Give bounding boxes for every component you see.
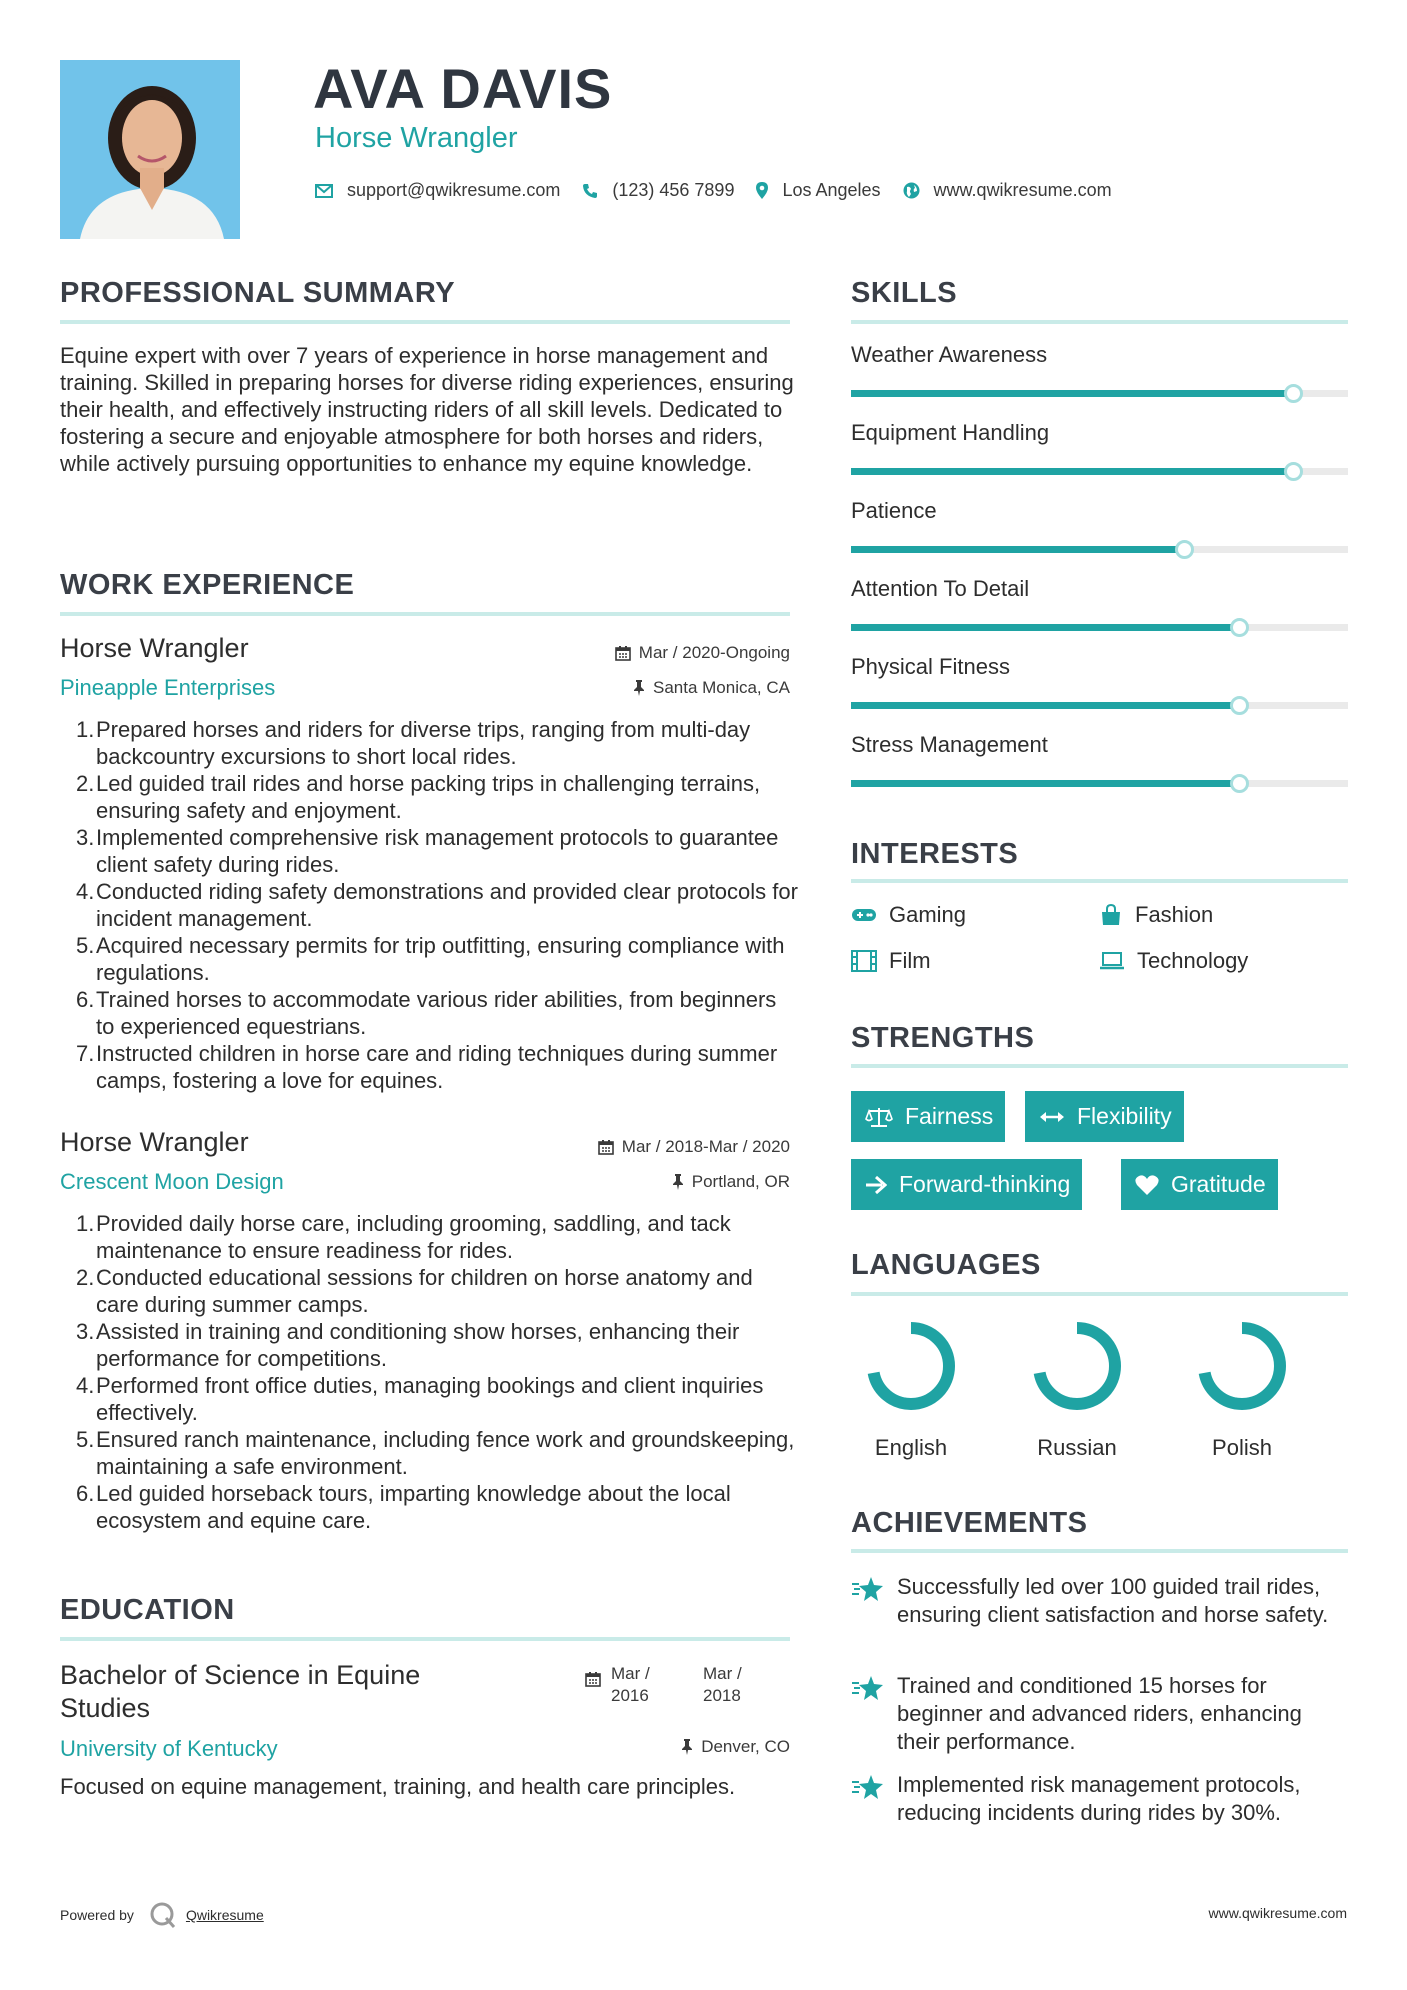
pin-icon: [672, 1174, 684, 1190]
interest-gaming: [851, 902, 966, 928]
job-1-bullet: Acquired necessary permits for trip outfitting, ensuring compliance with regulations.: [96, 933, 785, 985]
skill-item: [851, 342, 1348, 397]
strength-badge: [851, 1091, 1005, 1142]
skill-item: [851, 654, 1348, 709]
education-heading: EDUCATION: [60, 1594, 235, 1626]
calendar-icon: [585, 1671, 601, 1687]
job-2-bullet: Performed front office duties, managing bookings and client inquiries effectively.: [96, 1373, 764, 1425]
education-degree: Bachelor of Science in Equine Studies: [60, 1660, 421, 1723]
interest-film: [851, 948, 931, 974]
map-pin-icon: [756, 182, 768, 199]
strength-badge: [1025, 1091, 1184, 1142]
strength-label: Gratitude: [1171, 1171, 1266, 1197]
arrow-right-icon: [865, 1175, 887, 1195]
candidate-title: Horse Wrangler: [315, 122, 518, 154]
language-item: [1017, 1318, 1137, 1461]
summary-text: Equine expert with over 7 years of experience in horse management and training. Skilled in preparing horses for diverse riding experiences, ensuring their health, and effectively instructing riders of all skill levels. Dedicated to fostering a secure and enjoyable atmosphere for both horses and riders, while actively pursuing opportunities to enhance my equine knowledge.: [60, 343, 794, 476]
job-1-bullet: Prepared horses and riders for diverse trips, ranging from multi-day backcountry excursions to short local rides.: [96, 717, 751, 769]
film-icon: [851, 950, 877, 972]
skill-bar-fill: [851, 468, 1293, 475]
languages-rule: [851, 1292, 1348, 1296]
skill-bar-knob: [1230, 696, 1249, 715]
skill-bar: [851, 390, 1348, 397]
contact-website[interactable]: [903, 180, 1112, 201]
contact-phone[interactable]: [582, 180, 734, 201]
achievements-heading: ACHIEVEMENTS: [851, 1507, 1088, 1539]
laptop-icon: [1099, 952, 1125, 970]
interest-technology: [1099, 948, 1248, 974]
job-2-bullet: Led guided horseback tours, imparting knowledge about the local ecosystem and equine care.: [96, 1481, 731, 1533]
language-ring: [1194, 1318, 1290, 1414]
job-1-bullet: Instructed children in horse care and riding techniques during summer camps, fostering a love for equines.: [96, 1041, 778, 1093]
education-start: Mar / 2016: [611, 1664, 650, 1705]
skill-name: Patience: [851, 498, 937, 523]
education-rule: [60, 1637, 790, 1641]
location-text: Los Angeles: [782, 180, 881, 200]
skill-name: Attention To Detail: [851, 576, 1030, 601]
job-2-bullet: Assisted in training and conditioning show horses, enhancing their performance for competitions.: [96, 1319, 740, 1371]
achievement-text: Trained and conditioned 15 horses for beginner and advanced riders, enhancing their performance.: [897, 1673, 1302, 1754]
skill-bar-knob: [1175, 540, 1194, 559]
achievements-rule: [851, 1549, 1348, 1553]
skill-bar-fill: [851, 780, 1239, 787]
skill-bar-knob: [1284, 462, 1303, 481]
language-ring: [1029, 1318, 1125, 1414]
powered-by-text: Powered by: [60, 1907, 134, 1923]
education-location: [480, 1737, 790, 1757]
education-end: Mar / 2018: [703, 1664, 742, 1705]
skill-bar-knob: [1230, 774, 1249, 793]
achievement-text: Implemented risk management protocols, reducing incidents during rides by 30%.: [897, 1772, 1301, 1825]
job-2-bullets: [78, 1210, 798, 1534]
contact-location: [756, 180, 880, 201]
experience-heading: WORK EXPERIENCE: [60, 569, 355, 601]
job-2-bullet: Ensured ranch maintenance, including fence work and groundskeeping, maintaining a safe environment.: [96, 1427, 795, 1479]
strengths-heading: STRENGTHS: [851, 1022, 1035, 1054]
heart-icon: [1135, 1174, 1159, 1196]
job-1-bullet: Trained horses to accommodate various rider abilities, from beginners to experienced equestrians.: [96, 987, 777, 1039]
globe-icon: [903, 182, 920, 199]
languages-heading: LANGUAGES: [851, 1249, 1041, 1281]
education-dates: [585, 1663, 795, 1707]
skill-name: Stress Management: [851, 732, 1048, 757]
skill-bar-fill: [851, 702, 1239, 709]
job-1-dates-text: Mar / 2020-Ongoing: [638, 643, 790, 662]
skill-bar-knob: [1230, 618, 1249, 637]
job-1-dates: [480, 643, 790, 663]
achievement-text: Successfully led over 100 guided trail rides, ensuring client satisfaction and horse safety.: [897, 1574, 1329, 1627]
interest-label: Technology: [1137, 948, 1249, 973]
candidate-name: AVA DAVIS: [313, 57, 613, 120]
job-1-bullet: Conducted riding safety demonstrations and provided clear protocols for incident management.: [96, 879, 798, 931]
education-description: Focused on equine management, training, and health care principles.: [60, 1774, 736, 1799]
language-item: [851, 1318, 971, 1461]
website-text: www.qwikresume.com: [933, 180, 1112, 200]
contact-bar: [315, 180, 1134, 201]
pin-icon: [633, 680, 645, 696]
achievement-item: [851, 1672, 1348, 1756]
skill-bar: [851, 546, 1348, 553]
skill-bar: [851, 780, 1348, 787]
skill-bar-fill: [851, 546, 1184, 553]
summary-heading: PROFESSIONAL SUMMARY: [60, 277, 456, 309]
job-1-location-text: Santa Monica, CA: [652, 678, 790, 697]
job-2-dates: [480, 1137, 790, 1157]
education-location-text: Denver, CO: [701, 1737, 790, 1756]
interests-heading: INTERESTS: [851, 838, 1019, 870]
job-2-location: [480, 1172, 790, 1192]
interest-label: Fashion: [1135, 902, 1214, 927]
contact-email[interactable]: [315, 180, 560, 201]
gamepad-icon: [851, 907, 877, 923]
footer-powered-by: [60, 1900, 264, 1930]
interests-rule: [851, 879, 1348, 883]
language-item: [1182, 1318, 1302, 1461]
skill-bar: [851, 624, 1348, 631]
summary-rule: [60, 320, 790, 324]
job-2-location-text: Portland, OR: [691, 1172, 790, 1191]
achievement-item: [851, 1573, 1348, 1629]
job-2-title: Horse Wrangler: [60, 1127, 249, 1157]
shopping-bag-icon: [1099, 904, 1123, 926]
job-1-bullet: Implemented comprehensive risk management protocols to guarantee client safety during rides.: [96, 825, 779, 877]
skill-name: Weather Awareness: [851, 342, 1048, 367]
job-1-company: Pineapple Enterprises: [60, 675, 276, 700]
footer-url[interactable]: www.qwikresume.com: [1208, 1905, 1347, 1921]
profile-photo: [60, 60, 240, 239]
star-icon: [851, 1773, 885, 1801]
email-icon: [315, 184, 333, 198]
achievement-item: [851, 1771, 1348, 1827]
interest-label: Gaming: [889, 902, 967, 927]
balance-scale-icon: [865, 1106, 893, 1128]
job-2-bullet: Provided daily horse care, including grooming, saddling, and tack maintenance to ensure readiness for rides.: [96, 1211, 731, 1263]
strength-badge: [1121, 1159, 1278, 1210]
job-2-company: Crescent Moon Design: [60, 1169, 284, 1194]
phone-text: (123) 456 7899: [612, 180, 735, 200]
skill-item: [851, 498, 1348, 553]
job-1-bullet: Led guided trail rides and horse packing trips in challenging terrains, ensuring safety and enjoyment.: [96, 771, 761, 823]
skill-bar-fill: [851, 624, 1239, 631]
pin-icon: [681, 1739, 693, 1755]
skill-item: [851, 576, 1348, 631]
job-2-dates-text: Mar / 2018-Mar / 2020: [621, 1137, 790, 1156]
star-icon: [851, 1575, 885, 1603]
job-1-title: Horse Wrangler: [60, 633, 249, 663]
strengths-rule: [851, 1064, 1348, 1068]
interest-fashion: [1099, 902, 1213, 928]
skill-item: [851, 732, 1348, 787]
job-1-location: [480, 678, 790, 698]
skill-bar-knob: [1284, 384, 1303, 403]
skill-item: [851, 420, 1348, 475]
strength-label: Flexibility: [1077, 1103, 1172, 1129]
skill-name: Equipment Handling: [851, 420, 1050, 445]
skill-bar: [851, 468, 1348, 475]
interest-label: Film: [889, 948, 931, 973]
language-name: Polish: [1212, 1435, 1272, 1460]
phone-icon: [582, 183, 598, 199]
language-name: English: [874, 1435, 948, 1460]
qwikresume-logo-icon: [148, 1900, 178, 1930]
education-school: University of Kentucky: [60, 1736, 278, 1761]
skill-bar-fill: [851, 390, 1293, 397]
calendar-icon: [598, 1139, 614, 1155]
email-text: support@qwikresume.com: [347, 180, 561, 200]
skill-bar: [851, 702, 1348, 709]
job-1-bullets: [78, 716, 798, 1094]
language-ring: [863, 1318, 959, 1414]
arrows-horizontal-icon: [1039, 1110, 1065, 1124]
experience-rule: [60, 612, 790, 616]
strength-label: Forward-thinking: [899, 1171, 1071, 1197]
strength-label: Fairness: [905, 1103, 994, 1129]
language-name: Russian: [1037, 1435, 1117, 1460]
calendar-icon: [615, 645, 631, 661]
job-2-bullet: Conducted educational sessions for children on horse anatomy and care during summer camps.: [96, 1265, 753, 1317]
strength-badge: [851, 1159, 1082, 1210]
brand-link[interactable]: Qwikresume: [185, 1907, 264, 1923]
skills-rule: [851, 320, 1348, 324]
star-icon: [851, 1674, 885, 1702]
skill-name: Physical Fitness: [851, 654, 1010, 679]
skills-heading: SKILLS: [851, 277, 958, 309]
